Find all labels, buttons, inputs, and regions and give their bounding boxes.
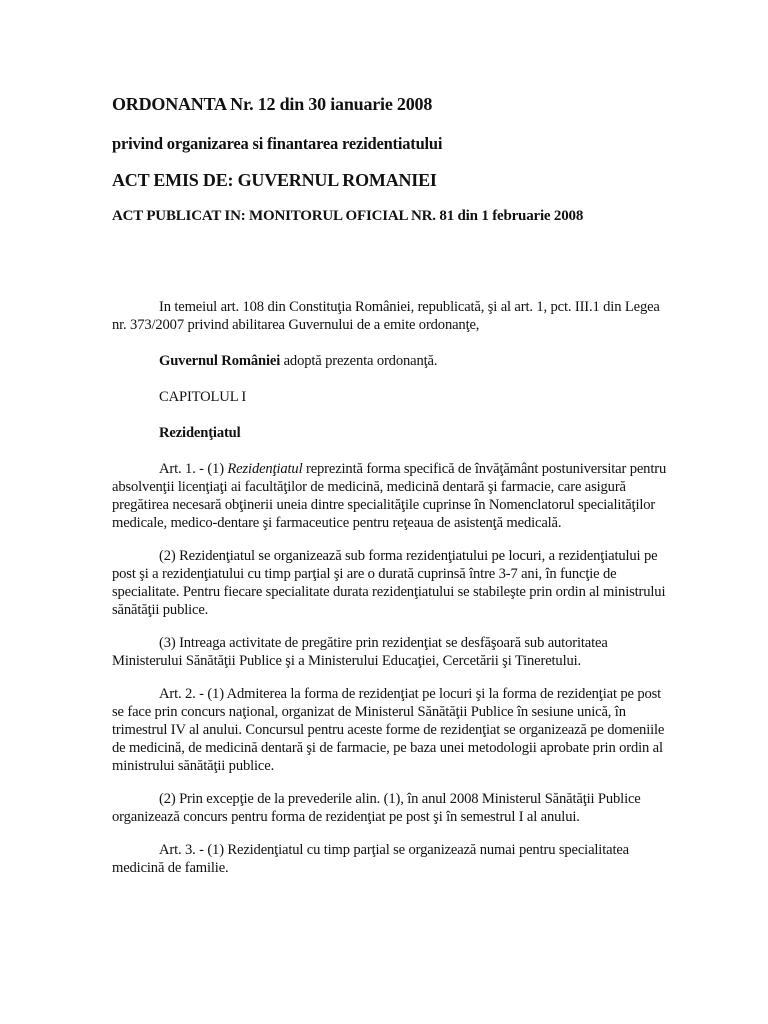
- document-title: ORDONANTA Nr. 12 din 30 ianuarie 2008: [112, 94, 433, 114]
- chapter-heading: CAPITOLUL I: [159, 389, 247, 405]
- document-issuer: ACT EMIS DE: GUVERNUL ROMANIEI: [112, 170, 437, 190]
- article-2-paragraph-1: Art. 2. - (1) Admiterea la forma de rezidenţiat pe locuri şi la forma de rezidenţiat pe post se face prin concurs naţional, organizat de Ministerul Sănătăţii Publice în sesiune unică, în trimestrul IV al anului. Concursul pentru aceste forme de rezidenţiat se organizează pe domeniile de medicină, de medicină dentară şi de farmacie, pe baza unei metodologii aprobate prin ordin al ministrului sănătăţii publice.: [112, 686, 665, 774]
- chapter-title: Rezidenţiatul: [159, 425, 241, 441]
- adoption-paragraph: [112, 352, 668, 370]
- document-subtitle: privind organizarea si finantarea rezidentiatului: [112, 134, 443, 153]
- article-1-paragraph-1: [112, 460, 668, 532]
- article-1-term: Rezidenţiatul: [227, 461, 303, 477]
- article-1-paragraph-2: (2) Rezidenţiatul se organizează sub forma rezidenţiatului pe locuri, a rezidenţiatului pe post şi a rezidenţiatului cu timp parţial şi are o durată cuprinsă între 3-7 ani, în funcţie de specialitate. Pentru fiecare specialitate durata rezidenţiatului se stabileşte prin ordin al ministrului sănătăţii publice.: [112, 548, 666, 618]
- article-1-text: reprezintă forma specifică de învăţământ postuniversitar pentru absolvenţii licenţiaţi ai facultăţilor de medicină, medicină dentară şi farmacie, care asigură pregătirea necesară obţinerii uneia dintre specialităţile cuprinse în Nomenclatorul specialităţilor medicale, medico-dentare şi farmaceutice pentru reţeaua de asistenţă medicală.: [112, 461, 667, 531]
- article-1-paragraph-3: (3) Intreaga activitate de pregătire prin rezidenţiat se desfăşoară sub autoritatea Ministerului Sănătăţii Publice şi a Ministerului Educaţiei, Cercetării şi Tineretului.: [112, 635, 608, 669]
- article-3-paragraph-1: Art. 3. - (1) Rezidenţiatul cu timp parţial se organizează numai pentru specialitatea medicină de familie.: [112, 842, 630, 876]
- preamble-paragraph: In temeiul art. 108 din Constituţia României, republicată, şi al art. 1, pct. III.1 din Legea nr. 373/2007 privind abilitarea Guvernului de a emite ordonanţe,: [112, 299, 660, 333]
- government-name: Guvernul României: [159, 353, 281, 369]
- document-publication: ACT PUBLICAT IN: MONITORUL OFICIAL NR. 81 din 1 februarie 2008: [112, 208, 584, 224]
- article-1-prefix: Art. 1. - (1): [159, 461, 228, 477]
- adoption-text: adoptă prezenta ordonanţă.: [280, 353, 438, 369]
- document-body: [112, 298, 668, 877]
- article-2-paragraph-2: (2) Prin excepţie de la prevederile alin. (1), în anul 2008 Ministerul Sănătăţii Publice organizează concurs pentru forma de rezidenţiat pe post şi în semestrul I al anului.: [112, 791, 641, 825]
